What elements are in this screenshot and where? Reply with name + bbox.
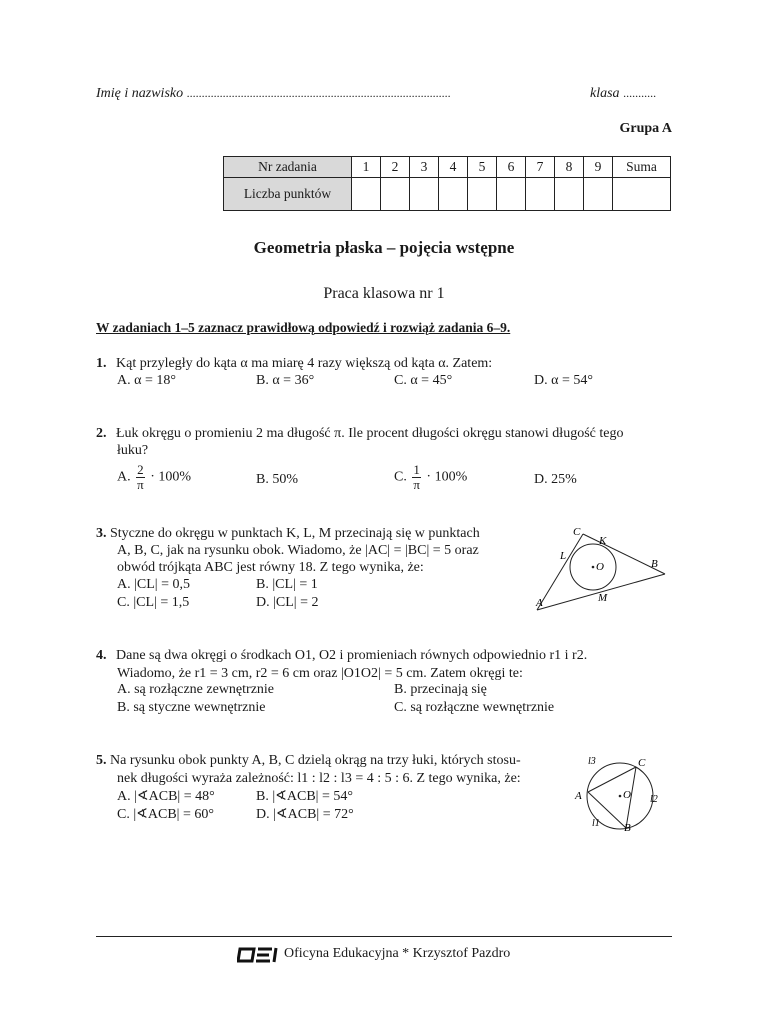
fraction: $\frac{1}{\pi}$ bbox=[413, 462, 420, 492]
question-text: Kąt przyległy do kąta α ma miarę 4 razy większą od kąta α. Zatem: bbox=[116, 356, 493, 371]
answer-b[interactable]: B. |CL| = 1 bbox=[256, 577, 318, 592]
task-number-cell: 1 bbox=[352, 157, 381, 178]
answer-a[interactable]: A. są rozłączne zewnętrznie bbox=[117, 682, 275, 697]
question-text: Styczne do okręgu w punktach K, L, M przecinają się w punktach bbox=[110, 526, 480, 541]
answer-a[interactable]: A. |CL| = 0,5 bbox=[117, 577, 191, 592]
instruction: W zadaniach 1–5 zaznacz prawidłową odpowiedź i rozwiąż zadania 6–9. bbox=[96, 320, 511, 335]
publisher-logo bbox=[237, 946, 279, 964]
points-cell bbox=[468, 178, 497, 211]
task-number-cell: 9 bbox=[584, 157, 613, 178]
question-text: Na rysunku obok punkty A, B, C dzielą okrąg na trzy łuki, których stosu- bbox=[110, 753, 521, 768]
question-number: 5. bbox=[96, 753, 107, 768]
answer-d[interactable]: D. |CL| = 2 bbox=[256, 595, 319, 610]
fraction: $\frac{2}{\pi}$ bbox=[137, 462, 144, 492]
answer-c[interactable]: C. |∢ACB| = 60° bbox=[117, 807, 214, 822]
score-row2-label: Liczba punktów bbox=[224, 178, 352, 211]
label-l2: l2 bbox=[650, 794, 658, 805]
points-cell bbox=[613, 178, 671, 211]
label-C: C bbox=[573, 526, 581, 538]
answer-c[interactable]: C. $\frac{1}{\pi}$ · 100% bbox=[394, 462, 468, 492]
task-number-cell: 5 bbox=[468, 157, 497, 178]
question-number: 1. bbox=[96, 356, 107, 371]
points-cell bbox=[439, 178, 468, 211]
label-B: B bbox=[651, 558, 658, 570]
task-number-cell: 6 bbox=[497, 157, 526, 178]
question-2 bbox=[96, 425, 623, 443]
points-cell bbox=[497, 178, 526, 211]
task-number-cell: 4 bbox=[439, 157, 468, 178]
question-number: 3. bbox=[96, 526, 107, 541]
question-1 bbox=[96, 355, 492, 373]
answer-d[interactable]: D. |∢ACB| = 72° bbox=[256, 807, 354, 822]
answer-c[interactable]: C. |CL| = 1,5 bbox=[117, 595, 190, 610]
answer-b[interactable]: B. 50% bbox=[256, 472, 298, 487]
circle-arcs-figure bbox=[570, 752, 670, 842]
answer-b[interactable]: B. |∢ACB| = 54° bbox=[256, 789, 353, 804]
class-label: klasa ........... bbox=[590, 86, 657, 101]
task-number-cell: 2 bbox=[381, 157, 410, 178]
label-O: O bbox=[623, 789, 631, 801]
label-L: L bbox=[560, 550, 567, 562]
question-text: Łuk okręgu o promieniu 2 ma długość π. Ile procent długości okręgu stanowi długość tego bbox=[116, 426, 624, 441]
label-B: B bbox=[624, 822, 631, 834]
label-A: A bbox=[575, 790, 582, 802]
score-points-row bbox=[224, 178, 671, 211]
question-3 bbox=[96, 525, 480, 543]
points-cell bbox=[410, 178, 439, 211]
question-4-line2: Wiadomo, że r1 = 3 cm, r2 = 6 cm oraz |O1O2| = 5 cm. Zatem okręgi te: bbox=[117, 666, 523, 681]
points-cell bbox=[584, 178, 613, 211]
answer-a[interactable]: A. $\frac{2}{\pi}$ · 100% bbox=[117, 462, 192, 492]
label-O: O bbox=[596, 561, 604, 573]
score-row1-label: Nr zadania bbox=[224, 157, 352, 178]
label-A: A bbox=[536, 597, 543, 609]
question-2-line2: łuku? bbox=[117, 443, 149, 458]
publisher-name: Oficyna Edukacyjna * Krzysztof Pazdro bbox=[284, 946, 511, 961]
tangent-triangle-figure bbox=[525, 520, 675, 620]
label-K: K bbox=[599, 535, 607, 547]
label-l1: l1 bbox=[592, 818, 600, 829]
question-number: 4. bbox=[96, 648, 107, 663]
question-5-line2: nek długości wyraża zależność: l1 : l2 : l3 = 4 : 5 : 6. Z tego wynika, że: bbox=[117, 771, 521, 786]
group-label: Grupa A bbox=[619, 121, 672, 136]
question-5 bbox=[96, 752, 521, 770]
center-dot bbox=[619, 795, 622, 798]
question-3-line2: A, B, C, jak na rysunku obok. Wiadomo, że |AC| = |BC| = 5 oraz bbox=[117, 543, 479, 558]
sum-header-cell: Suma bbox=[613, 157, 671, 178]
answer-c[interactable]: C. α = 45° bbox=[394, 373, 453, 388]
logo-icon bbox=[237, 946, 279, 964]
points-cell bbox=[381, 178, 410, 211]
page-subtitle: Praca klasowa nr 1 bbox=[323, 285, 445, 302]
task-number-cell: 8 bbox=[555, 157, 584, 178]
answer-b[interactable]: B. przecinają się bbox=[394, 682, 487, 697]
answer-a[interactable]: A. |∢ACB| = 48° bbox=[117, 789, 215, 804]
footer-divider bbox=[96, 936, 672, 937]
answer-d[interactable]: D. 25% bbox=[534, 472, 577, 487]
page-title: Geometria płaska – pojęcia wstępne bbox=[253, 238, 515, 257]
points-cell bbox=[555, 178, 584, 211]
answer-a[interactable]: A. α = 18° bbox=[117, 373, 176, 388]
question-4 bbox=[96, 647, 587, 665]
task-number-cell: 7 bbox=[526, 157, 555, 178]
label-M: M bbox=[598, 592, 608, 604]
question-number: 2. bbox=[96, 426, 107, 441]
answer-d[interactable]: D. α = 54° bbox=[534, 373, 593, 388]
score-header-row bbox=[224, 157, 671, 178]
center-dot bbox=[592, 566, 595, 569]
score-table bbox=[223, 156, 671, 211]
points-cell bbox=[352, 178, 381, 211]
question-text: Dane są dwa okręgi o środkach O1, O2 i promieniach równych odpowiednio r1 i r2. bbox=[116, 648, 588, 663]
points-cell bbox=[526, 178, 555, 211]
answer-d[interactable]: C. są rozłączne wewnętrznie bbox=[394, 700, 555, 715]
answer-b[interactable]: B. α = 36° bbox=[256, 373, 315, 388]
answer-c[interactable]: B. są styczne wewnętrznie bbox=[117, 700, 266, 715]
question-3-line3: obwód trójkąta ABC jest równy 18. Z tego wynika, że: bbox=[117, 560, 424, 575]
name-label: Imię i nazwisko ........................................................................................ bbox=[96, 86, 451, 101]
task-number-cell: 3 bbox=[410, 157, 439, 178]
label-C: C bbox=[638, 757, 646, 769]
label-l3: l3 bbox=[588, 756, 596, 767]
